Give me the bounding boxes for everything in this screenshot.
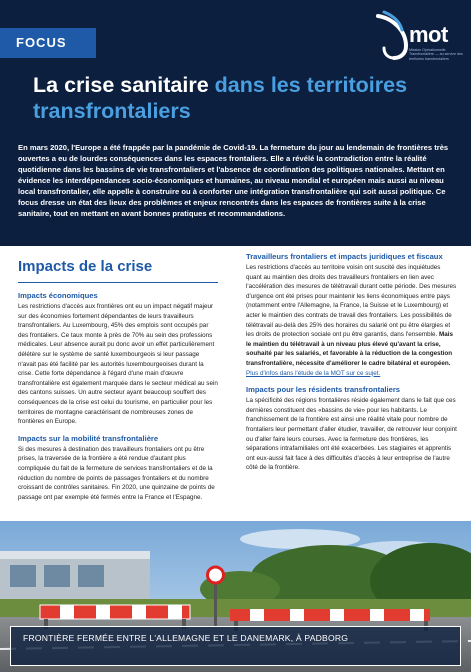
paragraph-residents: La spécificité des régions frontalières réside également dans le fait que ces dernières constituent des «bassins de vie» pour les habitants. Le franchissement de la frontière est ainsi une réalité vitale pour nombre de frontaliers leur permettant d'aller étudier, travailler, de retrouver leur conjoint ou d'aller faire leurs courses. Avec la fermeture des frontières, les séparations intrafamiliales ont été exacerbées. Les stagiaires et apprentis ont eux-aussi fait face à des difficultés d'accès à leur entreprise de l'autre côté de la frontière. <box>246 397 457 472</box>
paragraph-mobility: Si des mesures à destination des travailleurs frontaliers ont pu être prises, la traversée de la frontière a été rendue d'autant plus compliquée du fait de la fermeture de services transfrontaliers et de la réduction du nombre de points de passages frontaliers et du nombre croissant de contrôles sanitaires. Fin 2020, une quinzaine de points de passage ont par exemple été fermés entre la France et l'Espagne. <box>18 445 215 501</box>
intro-lead: En mars 2020, l'Europe a été frappée par la pandémie de Covid-19. La fermeture du jour au lendemain de frontières très ouvertes a eu de lourdes conséquences dans les espaces frontaliers. Elle a révélé la contradiction entre la réalité quotidienne dans les bassins de vie transfrontaliers et l'absence de coordination des politiques nationales. Mettant en évidence les interdépendances socio-économiques et humaines, au niveau mondial et européen mais aussi au niveau local transfrontalier, elle appelle à construire ou à conforter une intégration transfrontalière qui soit aussi politique. Ce focus dresse un état des lieux des problèmes et enjeux rencontrés dans les espaces de frontières suite à la crise sanitaire, tout en mettant en avant bonnes pratiques et recommandations. <box>18 143 449 218</box>
page-title <box>33 72 453 124</box>
focus-tab <box>0 28 96 58</box>
paragraph-workers-legal <box>246 263 457 378</box>
intro-paragraph <box>18 142 458 219</box>
logo-tagline: Mission Opérationnelle Transfrontalière — au service des territoires transfrontaliers <box>409 48 463 61</box>
paragraph-economic: Les restrictions d'accès aux frontières ont eu un impact négatif majeur sur des économies fortement dépendantes de leurs travailleurs transfrontaliers. Au Luxembourg, 45% des emplois sont occupés par des frontaliers. Ce taux monte à près de 70% au sein des professions médicales. Leur absence aurait pu donc avoir un effet particulièrement délétère sur le système de santé luxembourgeois si leur passage n'avait pas été facilité par les autorités luxembourgeoises durant la crise. Cette forte dépendance à l'égard d'une main d'œuvre transfrontalière est également marquée dans le secteur médical au sein des cantons suisses. Un autre secteur ayant beaucoup souffert des conséquences de la crise est celui du tourisme, en particulier pour les territoires de montagne caractérisant de nombreuses zones de frontières en Europe. <box>18 303 218 426</box>
subheading-workers-legal: Travailleurs frontaliers et impacts juridiques et fiscaux <box>246 252 443 261</box>
photo-caption-box <box>10 626 461 666</box>
paragraph-workers-text: Les restrictions d'accès au territoire voisin ont suscité des inquiétudes quant au maintien des droits des travailleurs frontaliers en lien avec l'accélération des mesures de télétravail durant cette période. Des mesures d'urgence ont été prises pour maintenir les liens économiques entre pays (notamment entre l'Allemagne, la France, la Suisse et le Luxembourg) et acter le maintien des contrats de travail des frontaliers. Les possibilités de télétravail au-delà des 25% des horaires du salarié ont pu être élargies et les droits de protection sociale ont pu être garantis, dans l'ensemble. <box>246 264 457 339</box>
section-title-impacts: Impacts de la crise <box>18 258 218 283</box>
mot-study-link[interactable]: Plus d'infos dans l'étude de la MOT sur ce sujet. <box>246 369 381 377</box>
subheading-mobility: Impacts sur la mobilité transfrontalière <box>18 433 159 443</box>
subheading-residents: Impacts pour les résidents transfrontaliers <box>246 385 401 395</box>
header-band <box>0 0 471 246</box>
mot-logo <box>372 8 462 68</box>
right-column <box>246 252 457 480</box>
photo-caption: FRONTIÈRE FERMÉE ENTRE L'ALLEMAGNE ET LE DANEMARK, À PADBORG <box>23 633 349 643</box>
focus-label: FOCUS <box>16 35 67 50</box>
left-column <box>18 252 218 509</box>
subheading-economic: Impacts économiques <box>18 291 98 300</box>
mot-logo-mark-icon <box>372 8 412 60</box>
title-part-2: dans les territoires transfrontaliers <box>33 73 408 123</box>
logo-name: mot <box>409 22 448 47</box>
paragraph-workers-bold: Mais le maintien du télétravail à un niveau plus élevé qu'avant la crise, souhaité par les salariés, et favorable à la réduction de la congestion transfrontalière, nécessite d'améliorer le cadre bilatéral et européen. <box>246 331 454 367</box>
title-part-1: La crise sanitaire <box>33 73 209 97</box>
